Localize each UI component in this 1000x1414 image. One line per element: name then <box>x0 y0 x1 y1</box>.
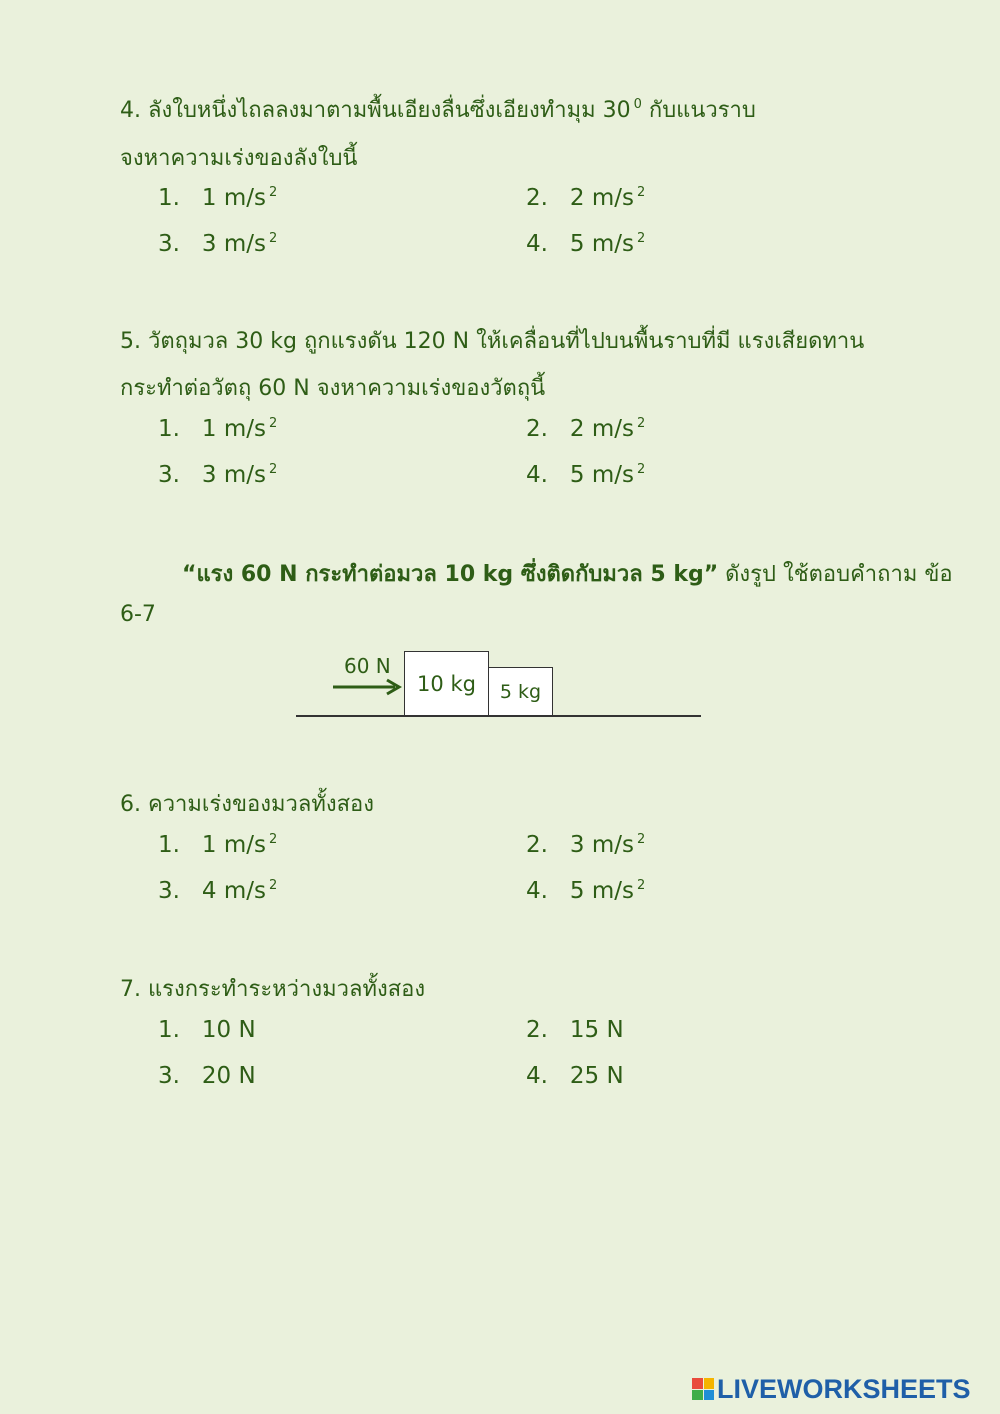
liveworksheets-logo-icon <box>692 1378 714 1400</box>
option-value: 5 m/s <box>569 878 634 904</box>
mass-10kg-label: 10 kg <box>417 671 476 696</box>
option-value: 2 m/s <box>569 185 634 211</box>
intro-rest-text: ดังรูป ใช้ตอบคำถาม ข้อ <box>718 562 953 587</box>
option-value: 20 N <box>201 1063 256 1089</box>
option-value: 3 m/s <box>569 832 634 858</box>
q4-text-end: กับแนวราบ <box>641 98 756 123</box>
mass-10kg-block <box>404 651 489 716</box>
option-number: 3. <box>158 462 180 488</box>
liveworksheets-logo-text: LIVEWORKSHEETS <box>717 1373 971 1404</box>
option-value: 1 m/s <box>201 416 266 442</box>
option-exponent: 2 <box>636 462 646 477</box>
q6-title: 6. ความเร่งของมวลทั้งสอง <box>120 792 374 817</box>
force-arrow-icon <box>333 678 405 696</box>
option-number: 3. <box>158 231 180 257</box>
option-exponent: 2 <box>268 231 278 246</box>
option-value: 15 N <box>569 1017 624 1043</box>
q4-degree: 0 <box>633 97 642 112</box>
option-value: 25 N <box>569 1063 624 1089</box>
option-number: 3. <box>158 1063 180 1089</box>
q7-option-4[interactable] <box>526 1063 624 1089</box>
intro-bold-text: “แรง 60 N กระทำต่อมวล 10 kg ซึ่งติดกับมวล 5 kg” <box>182 562 719 587</box>
option-value: 1 m/s <box>201 185 266 211</box>
option-exponent: 2 <box>268 416 278 431</box>
option-number: 4. <box>526 1063 548 1089</box>
ground-line <box>296 715 701 717</box>
option-value: 2 m/s <box>569 416 634 442</box>
option-number: 2. <box>526 832 548 858</box>
option-exponent: 2 <box>268 185 278 200</box>
option-number: 1. <box>158 416 180 442</box>
q4-line1 <box>120 92 756 127</box>
q4-option-3[interactable] <box>158 231 277 257</box>
q5-option-4[interactable] <box>526 462 645 488</box>
option-exponent: 2 <box>636 878 646 893</box>
option-exponent: 2 <box>268 878 278 893</box>
option-value: 5 m/s <box>569 231 634 257</box>
option-exponent: 2 <box>636 185 646 200</box>
q7-option-1[interactable] <box>158 1017 256 1043</box>
intro-line2: 6-7 <box>120 602 156 627</box>
option-value: 10 N <box>201 1017 256 1043</box>
q4-option-1[interactable] <box>158 185 277 211</box>
q6-option-3[interactable] <box>158 878 277 904</box>
q4-line2: จงหาความเร่งของลังใบนี้ <box>120 146 358 171</box>
q4-option-4[interactable] <box>526 231 645 257</box>
option-value: 5 m/s <box>569 462 634 488</box>
q5-option-2[interactable] <box>526 416 645 442</box>
option-number: 4. <box>526 878 548 904</box>
option-value: 1 m/s <box>201 832 266 858</box>
option-number: 1. <box>158 1017 180 1043</box>
q4-text: 4. ลังใบหนึ่งไถลลงมาตามพื้นเอียงลื่นซึ่งเอียงทำมุม 30 <box>120 98 631 123</box>
option-value: 3 m/s <box>201 231 266 257</box>
option-number: 4. <box>526 462 548 488</box>
q5-option-1[interactable] <box>158 416 277 442</box>
q5-line1: 5. วัตถุมวล 30 kg ถูกแรงดัน 120 N ให้เคลื่อนที่ไปบนพื้นราบที่มี แรงเสียดทาน <box>120 329 865 354</box>
q7-option-2[interactable] <box>526 1017 624 1043</box>
option-value: 4 m/s <box>201 878 266 904</box>
option-exponent: 2 <box>268 832 278 847</box>
q6-option-2[interactable] <box>526 832 645 858</box>
q4-option-2[interactable] <box>526 185 645 211</box>
intro-line1 <box>182 556 953 591</box>
option-number: 2. <box>526 1017 548 1043</box>
q6-option-4[interactable] <box>526 878 645 904</box>
option-exponent: 2 <box>636 416 646 431</box>
option-exponent: 2 <box>636 832 646 847</box>
option-number: 2. <box>526 185 548 211</box>
option-value: 3 m/s <box>201 462 266 488</box>
mass-5kg-label: 5 kg <box>499 680 542 703</box>
option-number: 1. <box>158 185 180 211</box>
mass-5kg-block <box>488 667 553 716</box>
q6-option-1[interactable] <box>158 832 277 858</box>
option-exponent: 2 <box>636 231 646 246</box>
q5-option-3[interactable] <box>158 462 277 488</box>
q7-title: 7. แรงกระทำระหว่างมวลทั้งสอง <box>120 977 426 1002</box>
option-number: 4. <box>526 231 548 257</box>
option-number: 1. <box>158 832 180 858</box>
option-exponent: 2 <box>268 462 278 477</box>
option-number: 2. <box>526 416 548 442</box>
liveworksheets-logo[interactable] <box>692 1374 971 1404</box>
force-label: 60 N <box>344 654 391 678</box>
q7-option-3[interactable] <box>158 1063 256 1089</box>
q5-line2: กระทำต่อวัตถุ 60 N จงหาความเร่งของวัตถุนี้ <box>120 376 546 401</box>
option-number: 3. <box>158 878 180 904</box>
